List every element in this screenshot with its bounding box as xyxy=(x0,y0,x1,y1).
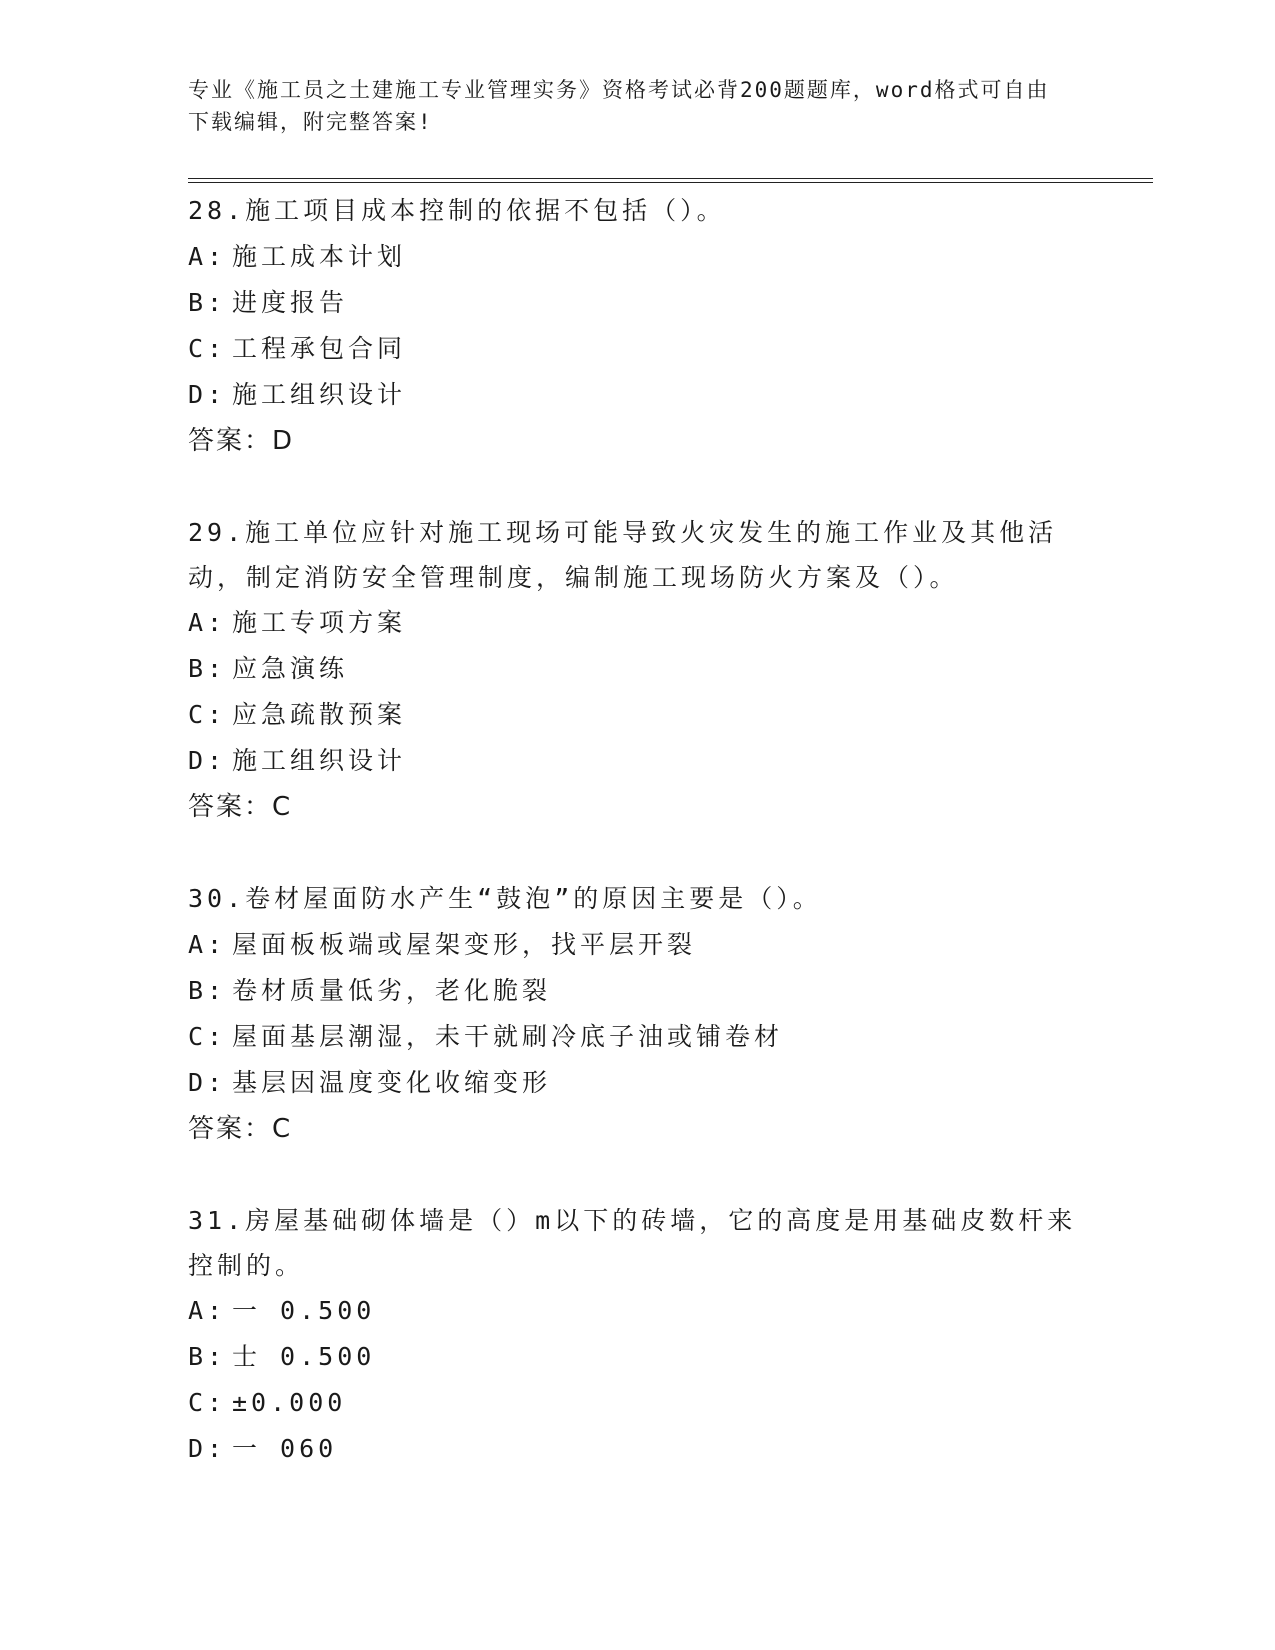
header-divider-top xyxy=(188,178,1153,179)
option-text: 屋面板板端或屋架变形，找平层开裂 xyxy=(232,930,697,959)
option-b xyxy=(188,280,1088,326)
option-key: D: xyxy=(188,380,227,409)
option-text: 士 0.500 xyxy=(232,1342,376,1371)
option-d xyxy=(188,1426,1088,1472)
option-key: D: xyxy=(188,1434,227,1463)
option-key: B: xyxy=(188,976,227,1005)
option-key: D: xyxy=(188,746,227,775)
question-30 xyxy=(188,876,1088,1152)
question-title: 31.房屋基础砌体墙是（）m以下的砖墙，它的高度是用基础皮数杆来控制的。 xyxy=(188,1206,1077,1280)
option-text: 一 060 xyxy=(232,1434,338,1463)
option-key: C: xyxy=(188,700,227,729)
option-d xyxy=(188,738,1088,784)
option-text: ±0.000 xyxy=(232,1388,347,1417)
option-a xyxy=(188,234,1088,280)
question-title: 30.卷材屋面防水产生“鼓泡”的原因主要是（）。 xyxy=(188,884,822,913)
question-31 xyxy=(188,1198,1088,1472)
option-a xyxy=(188,1288,1088,1334)
option-c xyxy=(188,1014,1088,1060)
header-divider-bottom xyxy=(188,182,1153,183)
question-list xyxy=(188,188,1088,1518)
option-c xyxy=(188,326,1088,372)
option-key: B: xyxy=(188,1342,227,1371)
option-key: D: xyxy=(188,1068,227,1097)
document-header: 专业《施工员之土建施工专业管理实务》资格考试必背200题题库，word格式可自由下载编辑，附完整答案! xyxy=(188,78,1050,134)
option-c xyxy=(188,1380,1088,1426)
option-text: 基层因温度变化收缩变形 xyxy=(232,1068,552,1097)
option-text: 一 0.500 xyxy=(232,1296,376,1325)
option-text: 施工成本计划 xyxy=(232,242,407,271)
option-key: C: xyxy=(188,1388,227,1417)
answer-label: 答案：D xyxy=(188,426,295,456)
option-text: 应急疏散预案 xyxy=(232,700,407,729)
question-title: 29.施工单位应针对施工现场可能导致火灾发生的施工作业及其他活动，制定消防安全管理制度，编制施工现场防火方案及（）。 xyxy=(188,518,1058,592)
option-key: C: xyxy=(188,1022,227,1051)
option-a xyxy=(188,600,1088,646)
option-b xyxy=(188,646,1088,692)
option-key: A: xyxy=(188,1296,227,1325)
option-text: 施工组织设计 xyxy=(232,746,407,775)
option-key: A: xyxy=(188,608,227,637)
option-b xyxy=(188,968,1088,1014)
option-key: B: xyxy=(188,288,227,317)
question-29 xyxy=(188,510,1088,830)
question-28 xyxy=(188,188,1088,464)
option-text: 进度报告 xyxy=(232,288,349,317)
option-key: A: xyxy=(188,242,227,271)
option-key: A: xyxy=(188,930,227,959)
option-text: 施工组织设计 xyxy=(232,380,407,409)
option-text: 施工专项方案 xyxy=(232,608,407,637)
option-text: 应急演练 xyxy=(232,654,349,683)
option-text: 屋面基层潮湿，未干就刷冷底子油或铺卷材 xyxy=(232,1022,784,1051)
answer-label: 答案：C xyxy=(188,792,293,822)
option-key: C: xyxy=(188,334,227,363)
option-text: 工程承包合同 xyxy=(232,334,407,363)
option-c xyxy=(188,692,1088,738)
answer-label: 答案：C xyxy=(188,1114,293,1144)
option-text: 卷材质量低劣，老化脆裂 xyxy=(232,976,552,1005)
option-d xyxy=(188,372,1088,418)
option-d xyxy=(188,1060,1088,1106)
option-key: B: xyxy=(188,654,227,683)
option-b xyxy=(188,1334,1088,1380)
question-title: 28.施工项目成本控制的依据不包括（）。 xyxy=(188,196,726,225)
option-a xyxy=(188,922,1088,968)
